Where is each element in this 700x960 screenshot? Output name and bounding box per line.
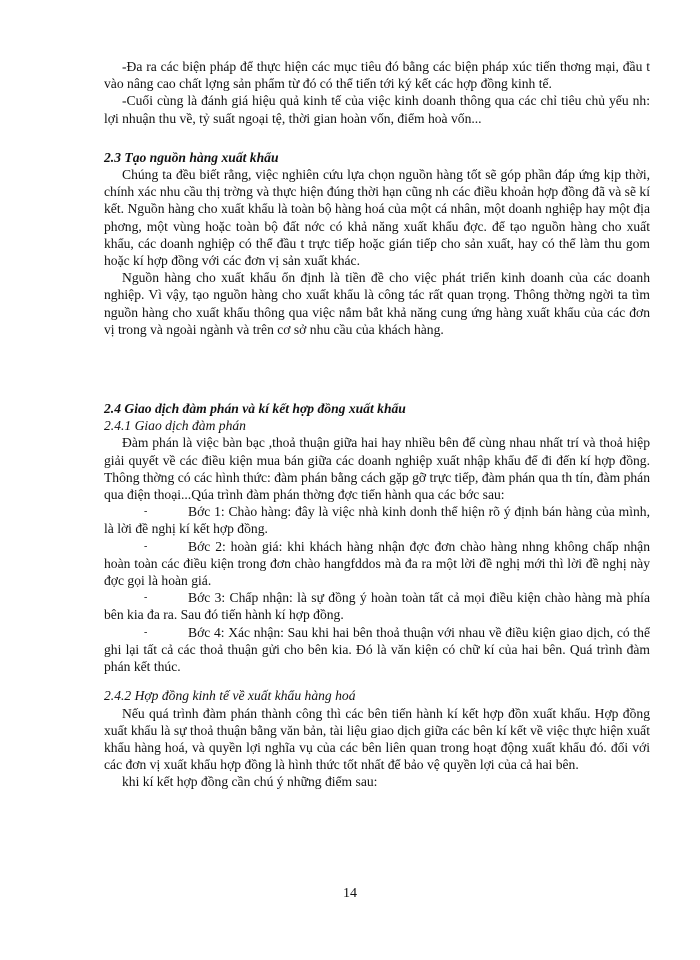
- list-item: [104, 589, 650, 623]
- section-2-3-paragraph-2: Nguồn hàng cho xuất khẩu ổn định là tiền đề cho việc phát triển kinh doanh của các doanh nghiệp. Vì vậy, tạo nguồn hàng cho xuất khẩu là công tác rất quan trọng. Thông thờng ngời ta tìm nguồn hàng cho xuất khẩu thông qua việc nắm bắt khả năng cung ứng hàng xuất khẩu của các đơn vị trong và ngoài ngành và trên cơ sở nhu cầu của khách hàng.: [104, 270, 650, 337]
- bullet-marker: -: [144, 506, 148, 518]
- intro-paragraph-1: -Đa ra các biện pháp để thực hiện các mục tiêu đó bằng các biện pháp xúc tiến thơng mại, đầu t vào nâng cao chất lợng sản phẩm từ đó có thể tiến tới ký kết các hợp đồng kinh tế.: [104, 59, 650, 92]
- section-2-4-2-paragraph-1: Nếu quá trình đàm phán thành công thì các bên tiến hành kí kết hợp đồn xuất khẩu. Hợp đồng xuất khẩu là sự thoả thuận bằng văn bản, tài liệu giao dịch giữa các bên kí kết về việc thực hiện xuất khẩu hàng hoá, và quyền lợi nghĩa vụ của các bên liên quan trong hoạt động xuất khẩu đó. đối với các đơn vị xuất khẩu hợp đồng là hình thức tốt nhất để bảo vệ quyền lợi của cả hai bên.: [104, 705, 650, 773]
- list-item: [104, 503, 650, 537]
- section-2-4-heading: 2.4 Giao dịch đàm phán và kí kết hợp đồng xuất khẩu: [104, 401, 406, 417]
- bullet-marker: -: [144, 626, 148, 638]
- step-text: Bớc 3: Chấp nhận: là sự đồng ý hoàn toàn tất cả mọi điều kiện chào hàng mà phía bên kia đa ra. Sau đó tiến hành kí hợp đồng.: [104, 590, 650, 623]
- bullet-marker: -: [144, 540, 148, 552]
- step-text: Bớc 4: Xác nhận: Sau khi hai bên thoả thuận với nhau về điều kiện giao dịch, có thể ghi lại tất cả các thoả thuận gửi cho bên kia. Đó là văn kiện có chữ kí của hai bên. Quá trình đàm phán kết thúc.: [104, 624, 650, 675]
- list-item: [104, 538, 650, 590]
- document-page: [104, 58, 650, 791]
- step-text: Bớc 1: Chào hàng: đây là việc nhà kinh donh thể hiện rõ ý định bán hàng của mình, là lời đề nghị kí kết hợp đồng.: [104, 504, 650, 537]
- step-text: Bớc 2: hoàn giá: khi khách hàng nhận đợc đơn chào hàng nhng không chấp nhận hoàn toàn các điều kiện trong đơn chào hangfddos mà đa ra một lời đề nghị mới thì lời đề nghị này đợc gọi là hoàn giá.: [104, 538, 650, 589]
- page-number: 14: [343, 886, 357, 901]
- section-2-4-2-paragraph-2: khi kí kết hợp đồng cần chú ý những điểm sau:: [122, 774, 378, 790]
- list-item: [104, 624, 650, 676]
- section-2-3-heading: 2.3 Tạo nguồn hàng xuất khẩu: [104, 149, 279, 165]
- bullet-marker: -: [144, 592, 148, 604]
- section-2-4-1-paragraph: Đàm phán là việc bàn bạc ,thoả thuận giữa hai hay nhiều bên để cùng nhau nhất trí và thoả hiệp giải quyết về các điều kiện mua bán giữa các doanh nghiệp xuất nhập khẩu để đi đến kí hợp đồng. Thông thờng có các hình thức: đàm phán bằng cách gặp gỡ trực tiếp, đàm phán qua th tín, đàm phán qua điện thoại...Qúa trình đàm phán thờng đợc tiến hành qua các bớc sau:: [104, 435, 650, 503]
- section-2-4-2-heading: 2.4.2 Hợp đồng kinh tế về xuất khẩu hàng hoá: [104, 688, 356, 704]
- intro-paragraph-2: -Cuối cùng là đánh giá hiệu quả kinh tế của việc kinh doanh thông qua các chỉ tiêu chủ yếu nh: lợi nhuận thu về, tỷ suất ngoại tệ, thời gian hoàn vốn, điểm hoà vốn...: [104, 93, 650, 126]
- section-2-4-1-heading: 2.4.1 Giao dịch đàm phán: [104, 418, 246, 434]
- section-2-3-paragraph-1: Chúng ta đều biết rằng, việc nghiên cứu lựa chọn nguồn hàng tốt sẽ góp phần đáp ứng kịp thời, chính xác nhu cầu thị trờng và thực hiện đúng thời hạn cũng nh các điều khoản hợp đồng đã và sẽ kí kết. Nguồn hàng cho xuất khẩu là toàn bộ hàng hoá của một cá nhân, một doanh nghiệp hay một địa phơng, một vùng hoặc toàn bộ đất nớc có khả năng xuất khẩu đợc. để tạo nguồn hàng cho xuất khẩu, các doanh nghiệp có thể đầu t trực tiếp hoặc gián tiếp cho sản xuất, hay có thể làm thu gom hoặc kí hợp đồng với các đơn vị sản xuất khác.: [104, 167, 650, 269]
